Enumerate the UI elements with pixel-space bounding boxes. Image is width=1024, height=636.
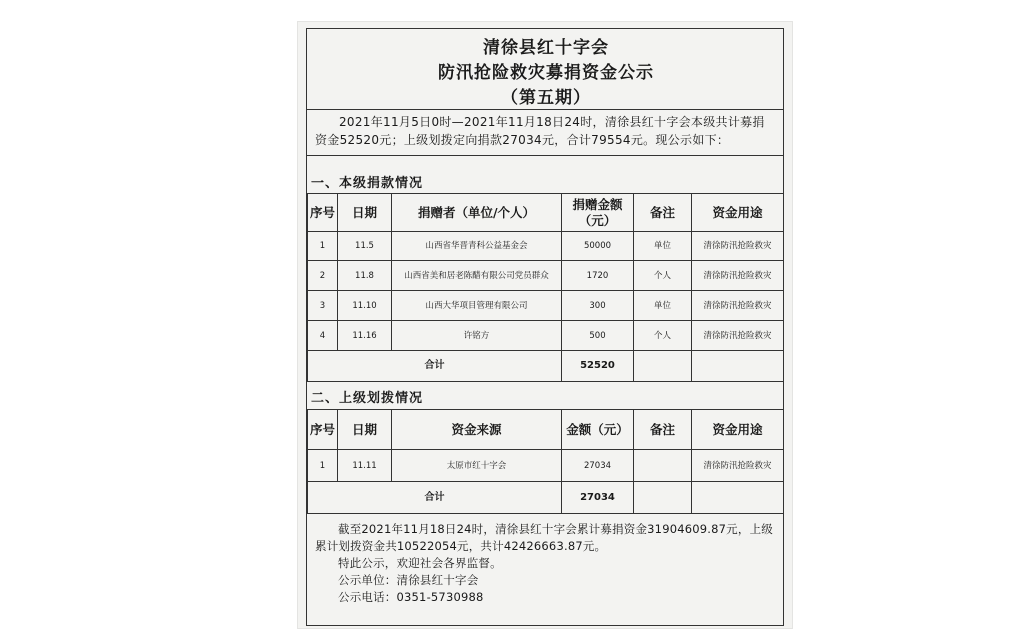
empty-cell	[692, 482, 784, 514]
cell-no: 2	[308, 261, 338, 291]
total-value: 27034	[562, 482, 634, 514]
divider	[307, 109, 783, 110]
donation-table	[307, 193, 784, 382]
cell-no: 3	[308, 291, 338, 321]
empty-cell	[634, 351, 692, 382]
cell-source: 太原市红十字会	[392, 450, 562, 482]
footer-unit: 公示单位：清徐县红十字会	[338, 573, 479, 587]
cell-donor: 山西省华晋青科公益基金会	[392, 232, 562, 261]
col-header-amount: 金额（元）	[562, 410, 634, 450]
cell-remark: 个人	[634, 321, 692, 351]
col-header-date: 日期	[338, 194, 392, 232]
cell-amount: 27034	[562, 450, 634, 482]
title-line-2: 防汛抢险救灾募捐资金公示	[438, 63, 654, 83]
cell-date: 11.16	[338, 321, 392, 351]
table-total-row	[308, 482, 784, 514]
section1-title: 一、本级捐款情况	[311, 176, 424, 191]
col-header-remark: 备注	[634, 194, 692, 232]
section2-title: 二、上级划拨情况	[311, 391, 424, 406]
table-header-row	[308, 410, 784, 450]
table-total-row	[308, 351, 784, 382]
table-row	[308, 450, 784, 482]
footer-phone: 公示电话：0351-5730988	[338, 590, 484, 604]
cell-use: 清徐防汛抢险救灾	[692, 291, 784, 321]
footer-notes	[315, 521, 781, 606]
table-row	[308, 321, 784, 351]
total-label: 合计	[308, 351, 562, 382]
divider	[307, 155, 783, 156]
cell-remark: 单位	[634, 291, 692, 321]
intro-text: 2021年11月5日0时—2021年11月18日24时，清徐县红十字会本级共计募捐资金52520元；上级划拨定向捐款27034元，合计79554元。现公示如下：	[315, 115, 765, 147]
cell-amount: 500	[562, 321, 634, 351]
col-header-remark: 备注	[634, 410, 692, 450]
col-header-no: 序号	[308, 194, 338, 232]
cell-donor: 山西省美和居老陈醋有限公司党员群众	[392, 261, 562, 291]
cell-remark	[634, 450, 692, 482]
cell-date: 11.10	[338, 291, 392, 321]
total-label: 合计	[308, 482, 562, 514]
cell-date: 11.8	[338, 261, 392, 291]
empty-cell	[634, 482, 692, 514]
cell-donor: 许铭方	[392, 321, 562, 351]
cell-amount: 1720	[562, 261, 634, 291]
total-value: 52520	[562, 351, 634, 382]
col-header-no: 序号	[308, 410, 338, 450]
col-header-use: 资金用途	[692, 194, 784, 232]
col-header-use: 资金用途	[692, 410, 784, 450]
intro-paragraph	[315, 113, 777, 149]
cell-amount: 50000	[562, 232, 634, 261]
cell-no: 1	[308, 232, 338, 261]
empty-cell	[692, 351, 784, 382]
document-frame	[306, 28, 784, 626]
allocation-table	[307, 409, 784, 514]
cell-date: 11.11	[338, 450, 392, 482]
cell-no: 4	[308, 321, 338, 351]
table-row	[308, 261, 784, 291]
title-line-1: 清徐县红十字会	[483, 38, 609, 58]
cell-remark: 个人	[634, 261, 692, 291]
cell-use: 清徐防汛抢险救灾	[692, 261, 784, 291]
cell-remark: 单位	[634, 232, 692, 261]
cell-amount: 300	[562, 291, 634, 321]
cell-use: 清徐防汛抢险救灾	[692, 450, 784, 482]
cell-donor: 山西大华项目管理有限公司	[392, 291, 562, 321]
table-row	[308, 232, 784, 261]
title-line-3: （第五期）	[501, 88, 591, 108]
col-header-amount: 捐赠金额（元）	[562, 194, 634, 232]
table-header-row	[308, 194, 784, 232]
footer-line: 特此公示，欢迎社会各界监督。	[338, 556, 502, 570]
cell-use: 清徐防汛抢险救灾	[692, 232, 784, 261]
cell-date: 11.5	[338, 232, 392, 261]
footer-summary: 截至2021年11月18日24时，清徐县红十字会累计募捐资金31904609.87元，上级累计划拨资金共10522054元，共计42426663.87元。	[315, 522, 773, 553]
col-header-date: 日期	[338, 410, 392, 450]
cell-use: 清徐防汛抢险救灾	[692, 321, 784, 351]
table-row	[308, 291, 784, 321]
col-header-donor: 捐赠者（单位/个人）	[392, 194, 562, 232]
col-header-source: 资金来源	[392, 410, 562, 450]
cell-no: 1	[308, 450, 338, 482]
